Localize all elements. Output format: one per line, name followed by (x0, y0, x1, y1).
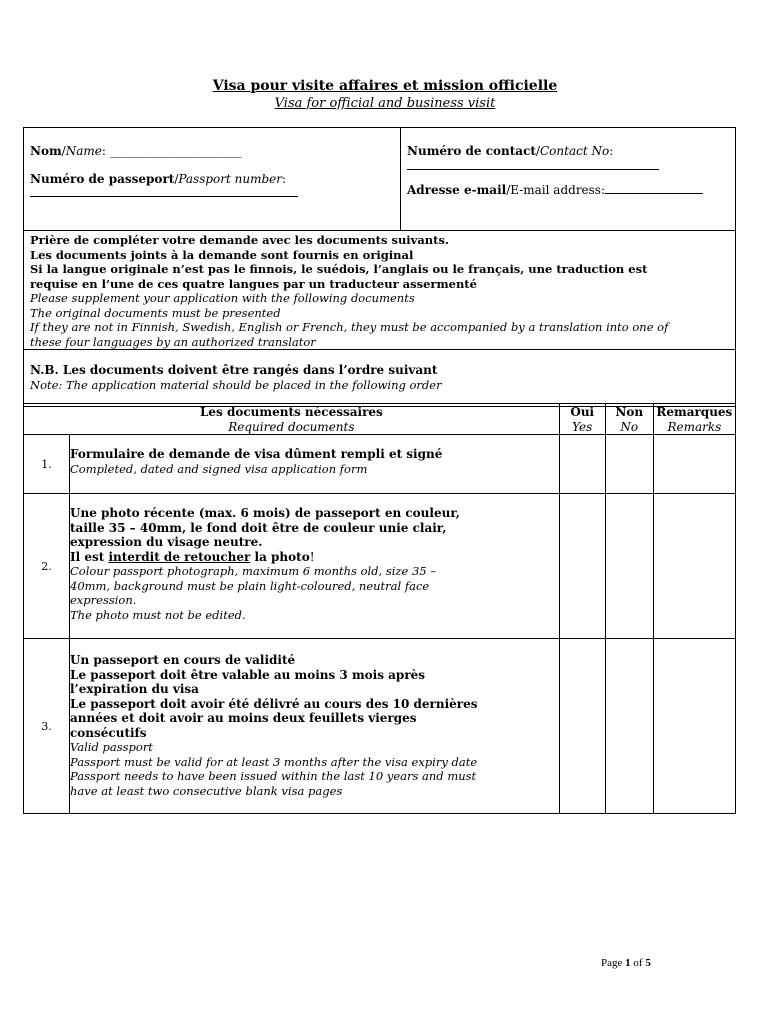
nb-fr: N.B. Les documents doivent être rangés dans l’ordre suivant (30, 363, 438, 377)
row-number: 2. (24, 494, 70, 639)
header-docs-en: Required documents (228, 419, 355, 434)
row-description (70, 494, 560, 639)
email-blank (605, 183, 703, 194)
table-row (24, 494, 736, 639)
instructions-cell (24, 231, 736, 350)
instructions-en-3: If they are not in Finnish, Swedish, English or French, they must be accompanied by a translation into one of (30, 320, 669, 334)
row2-fr-3 (70, 550, 559, 565)
of-word: of (633, 957, 643, 969)
no-checkbox-cell[interactable] (605, 435, 653, 494)
contact-label-fr: Numéro de contact (407, 144, 536, 158)
row3-en-2: Passport needs to have been issued within the last 10 years and must (70, 769, 477, 783)
row2-en-0: Colour passport photograph, maximum 6 months old, size 35 – (70, 564, 436, 578)
yes-checkbox-cell[interactable] (559, 494, 605, 639)
title-english: Visa for official and business visit (274, 96, 496, 111)
row2-en-2: expression. (70, 593, 137, 607)
header-no-en: No (620, 419, 639, 434)
passport-label-en: Passport number (178, 172, 282, 186)
applicant-info-table (23, 127, 736, 407)
row3-fr-1: Le passeport doit être valable au moins 3 mois après (70, 667, 426, 682)
table-row (24, 435, 736, 494)
table-row (24, 639, 736, 814)
row2-en-1: 40mm, background must be plain light-coloured, neutral face (70, 578, 430, 593)
row-description (70, 639, 560, 814)
applicant-left-cell (24, 128, 401, 231)
no-checkbox-cell[interactable] (605, 639, 653, 814)
nb-en: Note: The application material should be placed in the following order (30, 378, 442, 392)
remarks-cell[interactable] (653, 494, 735, 639)
row2-fr-3-pre: Il est (70, 549, 109, 564)
title-french: Visa pour visite affaires et mission officielle (212, 78, 558, 94)
passport-blank (30, 187, 298, 197)
header-no-fr: Non (615, 405, 644, 419)
instructions-en-1: Please supplement your application with the following documents (30, 291, 415, 305)
instructions-fr-4: requise en l’une de ces quatre langues par un traducteur assermenté (30, 276, 477, 291)
page-footer (601, 957, 651, 969)
header-yes (559, 404, 605, 435)
row-description (70, 435, 560, 494)
row1-en-0: Completed, dated and signed visa application form (70, 461, 368, 476)
header-docs-fr: Les documents nécessaires (199, 405, 383, 419)
header-remarks (653, 404, 735, 435)
row3-en-1: Passport must be valid for at least 3 months after the visa expiry date (70, 754, 478, 769)
name-label-fr: Nom (30, 144, 62, 158)
row2-fr-3-underline: interdit de retoucher (108, 549, 251, 564)
header-no (605, 404, 653, 435)
row1-fr-0: Formulaire de demande de visa dûment rempli et signé (70, 447, 443, 461)
document-title (0, 78, 770, 112)
instructions-fr-1: Prière de compléter votre demande avec les documents suivants. (30, 233, 449, 247)
instructions-en-4: these four languages by an authorized translator (30, 334, 316, 349)
passport-label-fr: Numéro de passeport (30, 172, 175, 186)
instructions-en-2: The original documents must be presented (30, 305, 281, 320)
row3-fr-2: l’expiration du visa (70, 682, 199, 696)
contact-number-field[interactable]: Numéro de contact/Contact No: (407, 144, 729, 170)
contact-label-en: Contact No (539, 144, 610, 158)
required-documents-table (23, 403, 736, 814)
page-total: 5 (645, 957, 651, 969)
row2-fr-3-end: ! (309, 549, 315, 564)
table-header-row (24, 404, 736, 435)
row3-en-0: Valid passport (70, 740, 153, 754)
row3-fr-3: Le passeport doit avoir été délivré au cours des 10 dernières (70, 696, 478, 711)
header-remarks-en: Remarks (667, 419, 722, 434)
no-checkbox-cell[interactable] (605, 494, 653, 639)
row2-fr-3-post: la photo (250, 549, 310, 564)
email-label-en: E-mail address: (510, 183, 606, 197)
header-documents (24, 404, 560, 435)
row-number: 1. (24, 435, 70, 494)
name-blank: : ______________________ (101, 144, 242, 158)
page-number: 1 (625, 957, 631, 969)
instructions-fr-2: Les documents joints à la demande sont fournis en original (30, 247, 414, 262)
page-word: Page (601, 957, 623, 969)
name-label-en: Name (65, 144, 102, 158)
row3-fr-4: années et doit avoir au moins deux feuillets vierges (70, 711, 417, 725)
row2-fr-1: taille 35 – 40mm, le fond doit être de couleur unie clair, (70, 520, 447, 535)
contact-blank (407, 159, 659, 170)
row3-en-3: have at least two consecutive blank visa pages (70, 783, 343, 798)
nb-cell (24, 350, 736, 407)
header-remarks-fr: Remarques (656, 405, 733, 419)
yes-checkbox-cell[interactable] (559, 435, 605, 494)
passport-field[interactable]: Numéro de passeport/Passport number: (30, 172, 394, 197)
row2-fr-0: Une photo récente (max. 6 mois) de passeport en couleur, (70, 506, 460, 520)
yes-checkbox-cell[interactable] (559, 639, 605, 814)
header-yes-en: Yes (572, 419, 593, 434)
email-field[interactable]: Adresse e-mail/E-mail address: (407, 183, 729, 198)
header-yes-fr: Oui (570, 405, 595, 419)
row2-en-3: The photo must not be edited. (70, 607, 246, 622)
row3-fr-0: Un passeport en cours de validité (70, 653, 296, 667)
email-label-fr: Adresse e-mail (407, 183, 507, 197)
applicant-right-cell (401, 128, 736, 231)
row2-fr-2: expression du visage neutre. (70, 535, 263, 549)
instructions-fr-3: Si la langue originale n’est pas le finnois, le suédois, l’anglais ou le français, une traduction est (30, 262, 648, 276)
remarks-cell[interactable] (653, 639, 735, 814)
name-field[interactable]: Nom/Name: ______________________ (30, 144, 242, 158)
row3-fr-5: consécutifs (70, 725, 147, 740)
remarks-cell[interactable] (653, 435, 735, 494)
row-number: 3. (24, 639, 70, 814)
